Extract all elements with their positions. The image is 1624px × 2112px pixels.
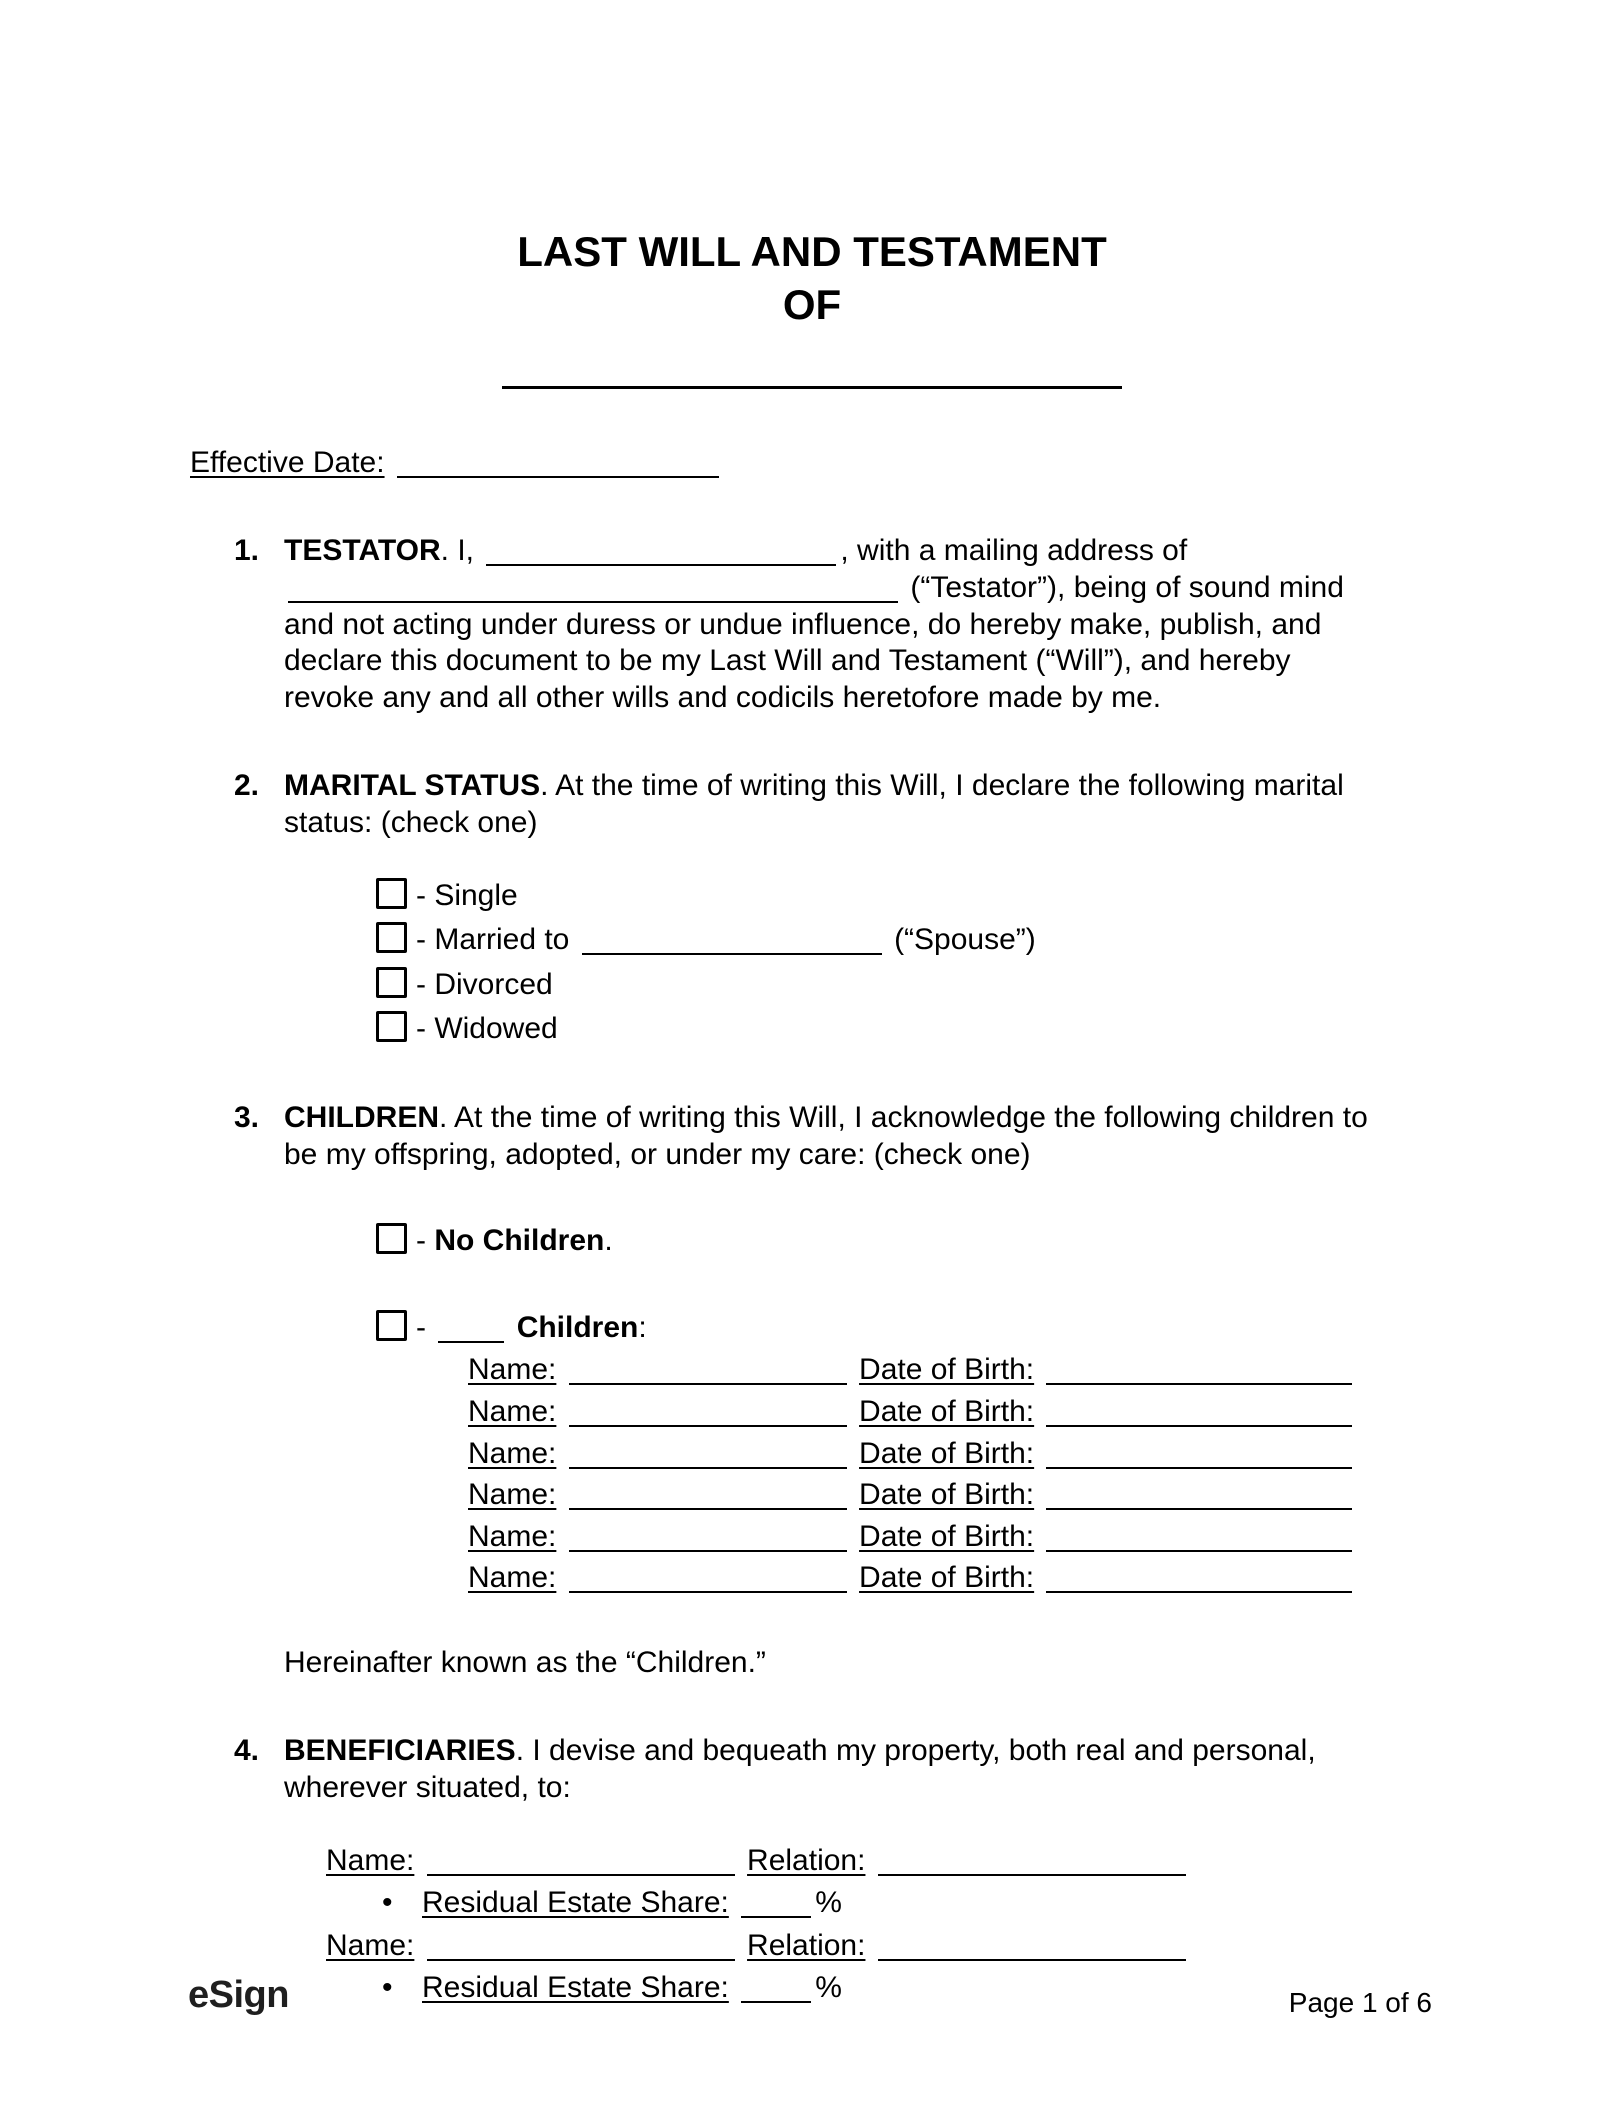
- testator-address-blank[interactable]: [288, 573, 898, 603]
- section-number: 1.: [234, 534, 260, 568]
- marital-options: [376, 878, 1384, 1048]
- testator-text-1: , with a mailing address of: [840, 534, 1188, 568]
- children-heading: CHILDREN: [284, 1100, 439, 1134]
- beneficiaries-text: . I devise and bequeath my property, both real and personal, wherever situated, to:: [284, 1734, 1316, 1805]
- section-number: 2.: [234, 769, 260, 803]
- page-indicator: Page 1 of 6: [1288, 1986, 1432, 2018]
- marital-option-widowed: [376, 1011, 1384, 1048]
- marital-heading: MARITAL STATUS: [284, 769, 541, 803]
- beneficiary-row: [326, 1843, 1384, 1880]
- child-dob-blank[interactable]: [1046, 1522, 1352, 1552]
- child-dob-blank[interactable]: [1046, 1355, 1352, 1385]
- has-children-checkbox[interactable]: [376, 1310, 407, 1341]
- effective-date-label: Effective Date:: [190, 445, 385, 479]
- beneficiary-name-blank[interactable]: [427, 1846, 735, 1876]
- children-text: . At the time of writing this Will, I acknowledge the following children to be my offspring, adopted, or under my care: (check one): [284, 1100, 1368, 1171]
- share-percent: %: [815, 1971, 842, 2005]
- married-checkbox[interactable]: [376, 922, 407, 953]
- effective-date-blank[interactable]: [397, 448, 719, 478]
- beneficiary-relation-blank[interactable]: [878, 1846, 1186, 1876]
- marital-paragraph: [284, 768, 1384, 1048]
- child-name-label: Name:: [468, 1519, 557, 1553]
- child-row: [468, 1477, 1384, 1514]
- testator-paragraph: [284, 533, 1384, 716]
- child-name-blank[interactable]: [569, 1355, 847, 1385]
- child-dob-blank[interactable]: [1046, 1563, 1352, 1593]
- section-number: 4.: [234, 1734, 260, 1768]
- no-children-checkbox[interactable]: [376, 1223, 407, 1254]
- child-dob-label: Date of Birth:: [859, 1436, 1035, 1470]
- marital-option-single: [376, 878, 1384, 915]
- divorced-label: - Divorced: [416, 967, 553, 1001]
- single-checkbox[interactable]: [376, 878, 407, 909]
- testator-heading: TESTATOR: [284, 534, 441, 568]
- has-children-option: [376, 1310, 1384, 1347]
- testator-text-2: (“Testator”), being of sound mind and not acting under duress or undue influence, do hereby make, publish, and declare this document to be my Last Will and Testament (“Will”), and hereby revoke any and all other wills and codicils heretofore made by me.: [284, 571, 1344, 714]
- child-row: [468, 1560, 1384, 1597]
- beneficiary-relation-label: Relation:: [747, 1843, 866, 1877]
- title-line-1: LAST WILL AND TESTAMENT: [517, 228, 1107, 275]
- children-count-blank[interactable]: [438, 1313, 504, 1343]
- child-dob-blank[interactable]: [1046, 1480, 1352, 1510]
- document-title: [190, 226, 1434, 332]
- testator-lead: . I,: [440, 534, 475, 568]
- child-name-blank[interactable]: [569, 1439, 847, 1469]
- share-blank[interactable]: [741, 1973, 811, 2003]
- single-label: - Single: [416, 878, 518, 912]
- section-marital-status: [234, 768, 1434, 1048]
- spouse-name-blank[interactable]: [582, 925, 882, 955]
- child-name-blank[interactable]: [569, 1480, 847, 1510]
- widowed-label: - Widowed: [416, 1012, 558, 1046]
- beneficiary-entries: [326, 1843, 1384, 2007]
- no-children-option: [376, 1223, 1384, 1260]
- beneficiary-name-label: Name:: [326, 1843, 415, 1877]
- child-row: [468, 1352, 1384, 1389]
- share-blank[interactable]: [741, 1888, 811, 1918]
- beneficiaries-heading: BENEFICIARIES: [284, 1734, 516, 1768]
- bullet-icon: •: [382, 1971, 393, 2005]
- divorced-checkbox[interactable]: [376, 967, 407, 998]
- beneficiary-share-row: [382, 1885, 1384, 1922]
- child-row: [468, 1394, 1384, 1431]
- marital-text: . At the time of writing this Will, I declare the following marital status: (check one): [284, 769, 1344, 839]
- no-children-period: .: [604, 1224, 613, 1258]
- child-row: [468, 1519, 1384, 1556]
- child-dob-blank[interactable]: [1046, 1397, 1352, 1427]
- children-count-colon: :: [638, 1310, 647, 1344]
- children-paragraph: [284, 1100, 1384, 1682]
- child-name-label: Name:: [468, 1436, 557, 1470]
- child-name-blank[interactable]: [569, 1563, 847, 1593]
- section-children: [234, 1100, 1434, 1682]
- share-percent: %: [815, 1886, 842, 1920]
- beneficiary-relation-label: Relation:: [747, 1928, 866, 1962]
- hereinafter-note: Hereinafter known as the “Children.”: [284, 1645, 766, 1679]
- section-testator: [234, 533, 1434, 716]
- beneficiary-name-blank[interactable]: [427, 1931, 735, 1961]
- share-label: Residual Estate Share:: [422, 1971, 729, 2005]
- children-count-label: Children: [516, 1310, 639, 1344]
- section-number: 3.: [234, 1100, 260, 1134]
- child-dob-label: Date of Birth:: [859, 1394, 1035, 1428]
- child-dob-label: Date of Birth:: [859, 1519, 1035, 1553]
- child-name-label: Name:: [468, 1394, 557, 1428]
- effective-date-row: [190, 445, 1434, 482]
- children-count-dash: -: [416, 1310, 426, 1344]
- beneficiary-name-label: Name:: [326, 1928, 415, 1962]
- married-label: - Married to: [416, 923, 570, 957]
- child-name-blank[interactable]: [569, 1397, 847, 1427]
- child-dob-label: Date of Birth:: [859, 1353, 1035, 1387]
- beneficiary-share-row: [382, 1970, 1384, 2007]
- beneficiary-row: [326, 1928, 1384, 1965]
- child-dob-label: Date of Birth:: [859, 1478, 1035, 1512]
- child-name-label: Name:: [468, 1478, 557, 1512]
- married-label-suffix: (“Spouse”): [894, 923, 1036, 957]
- children-list: [468, 1352, 1384, 1597]
- share-label: Residual Estate Share:: [422, 1886, 729, 1920]
- no-children-dash: -: [416, 1224, 426, 1258]
- beneficiaries-paragraph: [284, 1733, 1384, 2007]
- child-name-blank[interactable]: [569, 1522, 847, 1552]
- bullet-icon: •: [382, 1886, 393, 1920]
- beneficiary-relation-blank[interactable]: [878, 1931, 1186, 1961]
- child-row: [468, 1436, 1384, 1473]
- testator-title-name-blank[interactable]: [502, 386, 1122, 389]
- widowed-checkbox[interactable]: [376, 1011, 407, 1042]
- child-dob-label: Date of Birth:: [859, 1561, 1035, 1595]
- child-dob-blank[interactable]: [1046, 1439, 1352, 1469]
- no-children-label: No Children: [434, 1224, 605, 1258]
- child-name-label: Name:: [468, 1561, 557, 1595]
- marital-option-divorced: [376, 967, 1384, 1004]
- section-beneficiaries: [234, 1733, 1434, 2007]
- esign-logo: eSign: [188, 1973, 289, 2016]
- testator-name-blank[interactable]: [486, 536, 836, 566]
- marital-option-married: [376, 922, 1384, 959]
- title-line-2: OF: [782, 280, 842, 328]
- child-name-label: Name:: [468, 1353, 557, 1387]
